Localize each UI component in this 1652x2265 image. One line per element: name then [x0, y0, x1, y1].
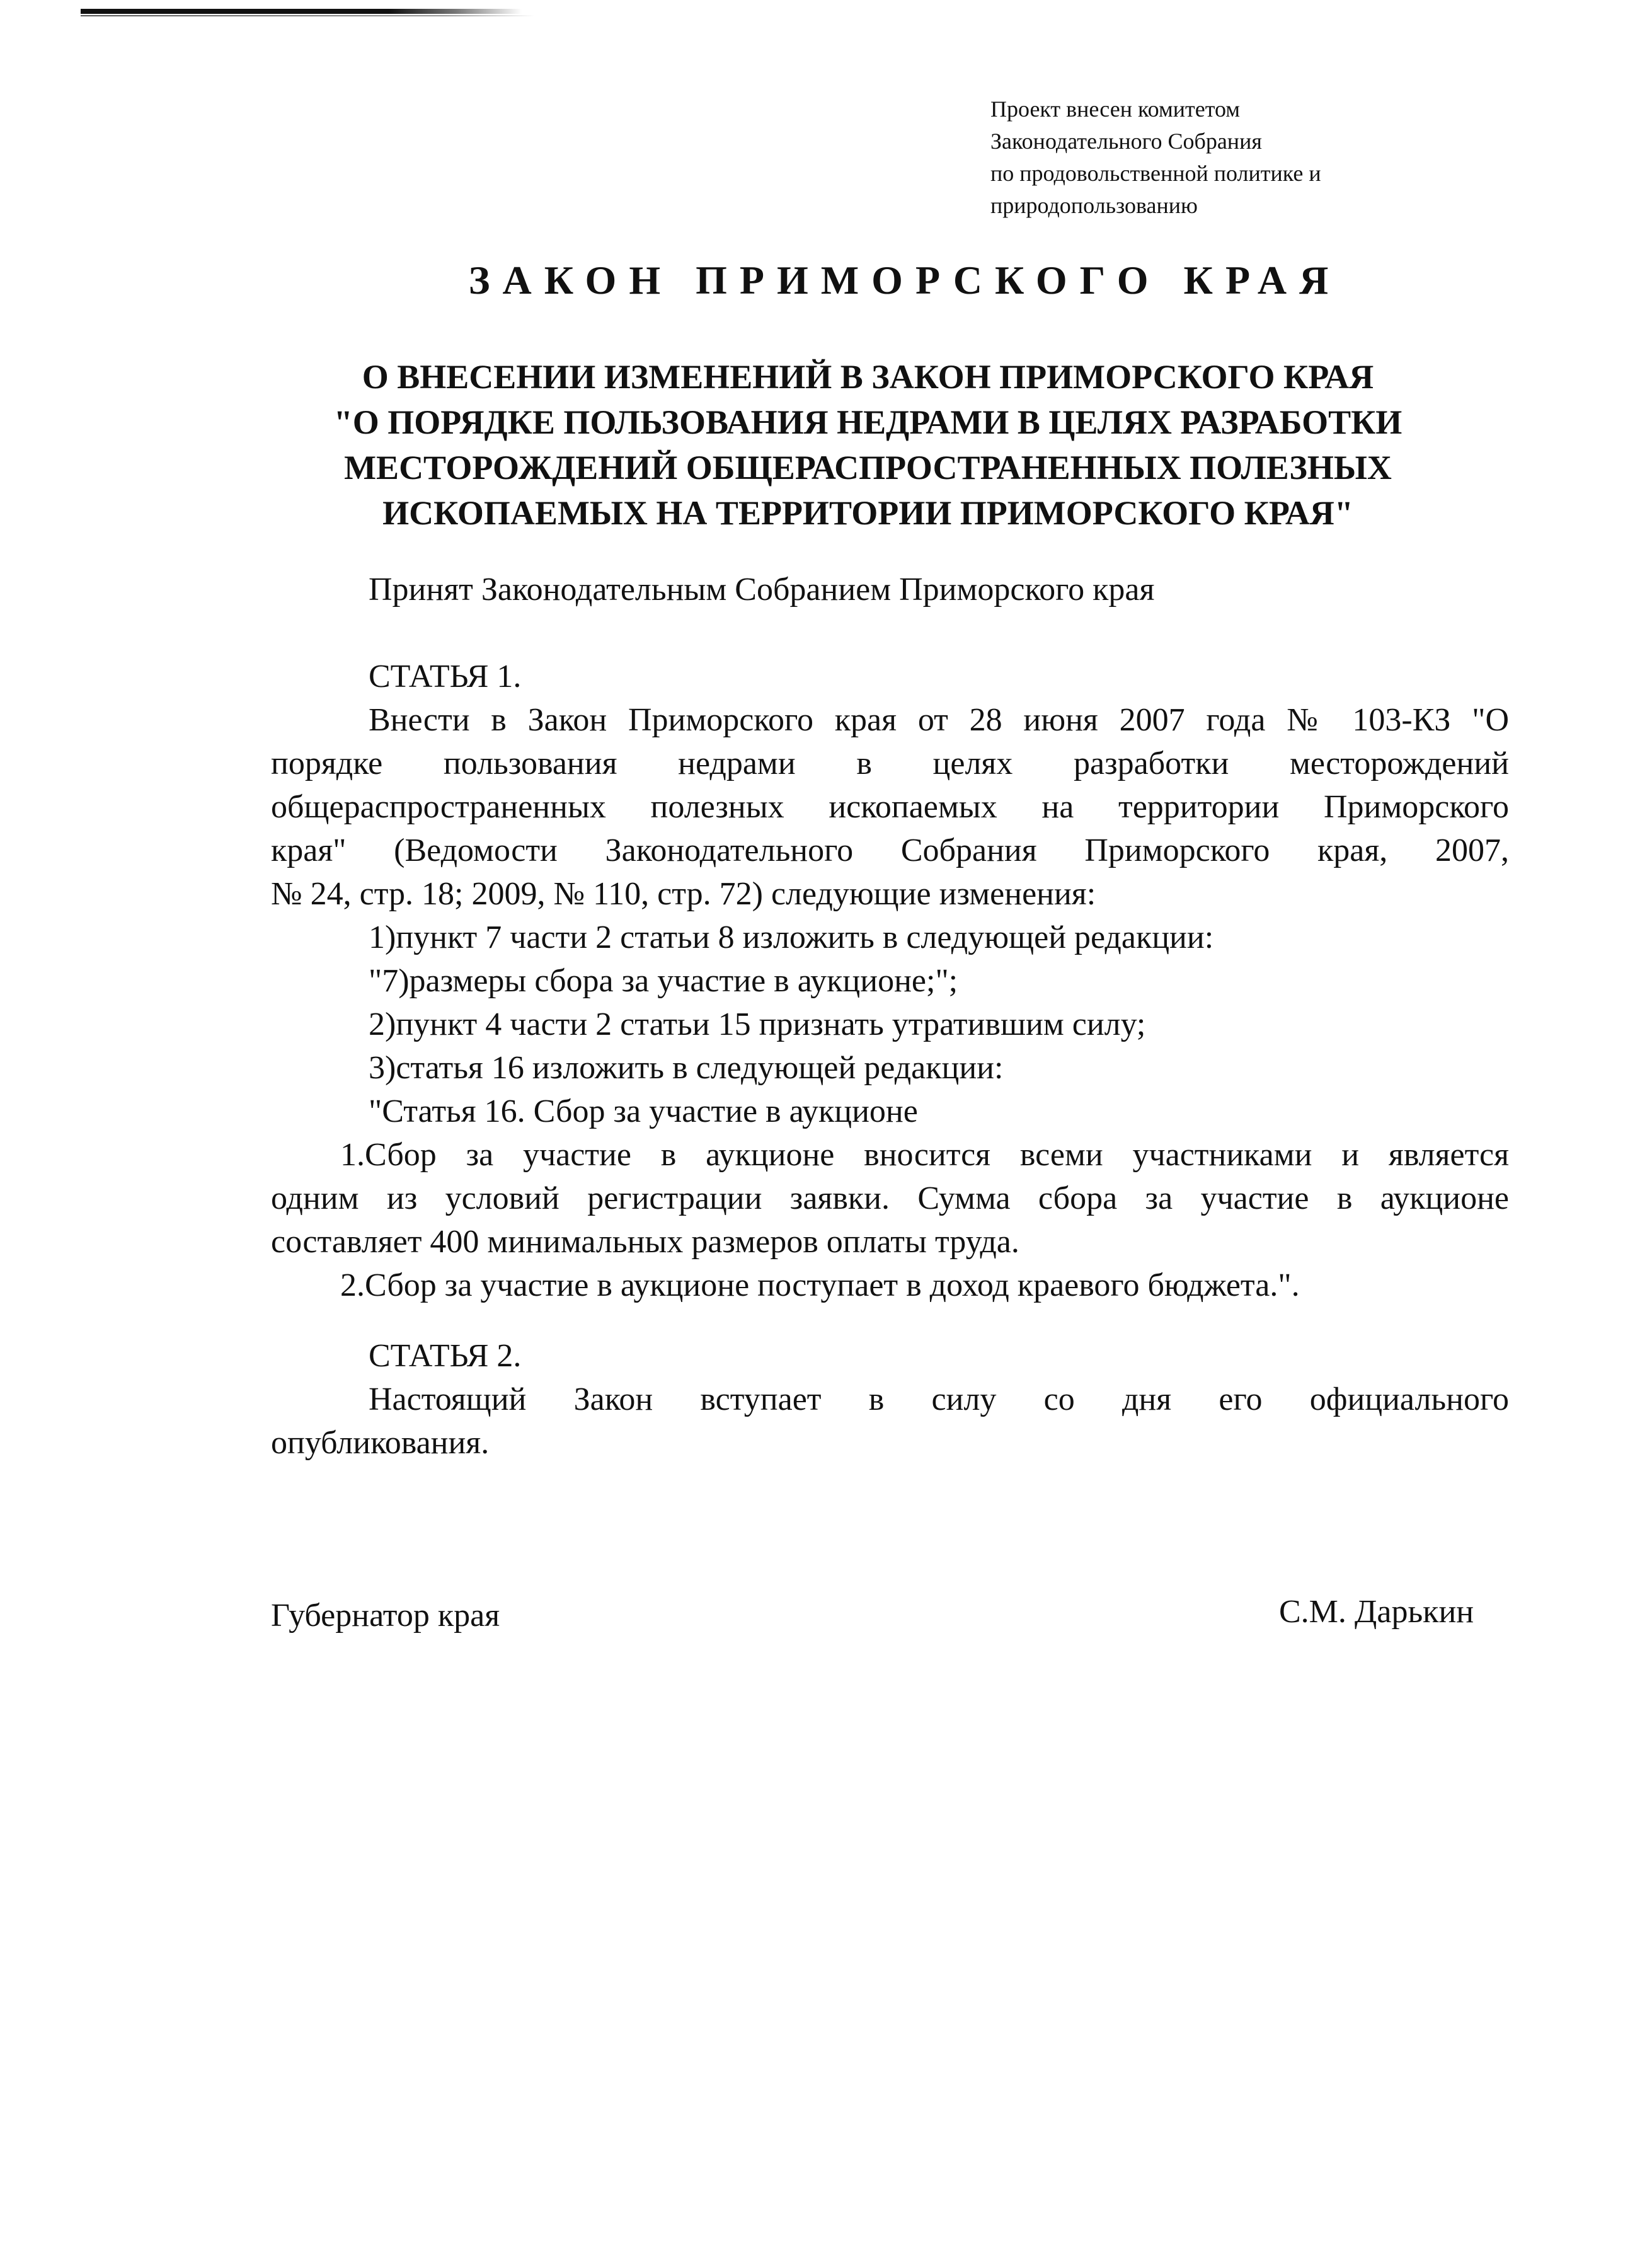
quoted-article-line: одним из условий регистрации заявки. Сумма сбора за участие в аукционе	[271, 1180, 1509, 1216]
article-1-heading: СТАТЬЯ 1.	[369, 659, 522, 694]
article-1-line: № 24, стр. 18; 2009, № 110, стр. 72) следующие изменения:	[271, 876, 1096, 912]
amendment-item: 1)пункт 7 части 2 статьи 8 изложить в следующей редакции:	[369, 919, 1214, 955]
amendment-item: 3)статья 16 изложить в следующей редакции:	[369, 1050, 1004, 1086]
signature-position: Губернатор края	[271, 1598, 500, 1634]
scan-edge-mark	[81, 9, 522, 14]
quoted-article-line: составляет 400 минимальных размеров оплаты труда.	[271, 1224, 1019, 1260]
article-1-line: края" (Ведомости Законодательного Собрания Приморского края, 2007,	[271, 833, 1509, 868]
article-1-body	[271, 698, 1509, 1307]
article-2-heading: СТАТЬЯ 2.	[369, 1338, 522, 1374]
header-note-line: по продовольственной политике и	[990, 161, 1321, 186]
quoted-article-title: "Статья 16. Сбор за участие в аукционе	[369, 1093, 918, 1129]
article-1-line: общераспространенных полезных ископаемых на территории Приморского	[271, 789, 1509, 825]
article-2-line: Настоящий Закон вступает в силу со дня его официального	[369, 1381, 1509, 1417]
subtitle-line: ИСКОПАЕМЫХ НА ТЕРРИТОРИИ ПРИМОРСКОГО КРАЯ"	[382, 494, 1353, 532]
signature-name: С.М. Дарькин	[1279, 1594, 1474, 1630]
article-2-line: опубликования.	[271, 1425, 490, 1461]
amendment-item: 2)пункт 4 части 2 статьи 15 признать утратившим силу;	[369, 1006, 1146, 1042]
header-note	[990, 93, 1444, 222]
amendment-item: "7)размеры сбора за участие в аукционе;";	[369, 963, 958, 999]
quoted-article-line: 2.Сбор за участие в аукционе поступает в доход краевого бюджета.".	[340, 1267, 1300, 1303]
law-title: ЗАКОН ПРИМОРСКОГО КРАЯ	[468, 258, 1341, 303]
subtitle-line: О ВНЕСЕНИИ ИЗМЕНЕНИЙ В ЗАКОН ПРИМОРСКОГО КРАЯ	[362, 358, 1374, 396]
header-note-line: природопользованию	[990, 193, 1198, 218]
subtitle-line: МЕСТОРОЖДЕНИЙ ОБЩЕРАСПРОСТРАНЕННЫХ ПОЛЕЗНЫХ	[344, 449, 1392, 487]
scan-edge-line	[81, 15, 534, 16]
quoted-article-line: 1.Сбор за участие в аукционе вносится всеми участниками и является	[340, 1137, 1509, 1173]
law-subtitle	[239, 354, 1496, 536]
article-1-line: порядке пользования недрами в целях разработки месторождений	[271, 746, 1509, 781]
header-note-line: Законодательного Собрания	[990, 129, 1262, 154]
article-1-line: Внести в Закон Приморского края от 28 июня 2007 года № 103-КЗ "О	[369, 702, 1509, 738]
subtitle-line: "О ПОРЯДКЕ ПОЛЬЗОВАНИЯ НЕДРАМИ В ЦЕЛЯХ РАЗРАБОТКИ	[333, 403, 1402, 441]
header-note-line: Проект внесен комитетом	[990, 96, 1241, 122]
article-2-body	[271, 1378, 1509, 1465]
adopted-statement: Принят Законодательным Собранием Приморского края	[369, 572, 1155, 608]
